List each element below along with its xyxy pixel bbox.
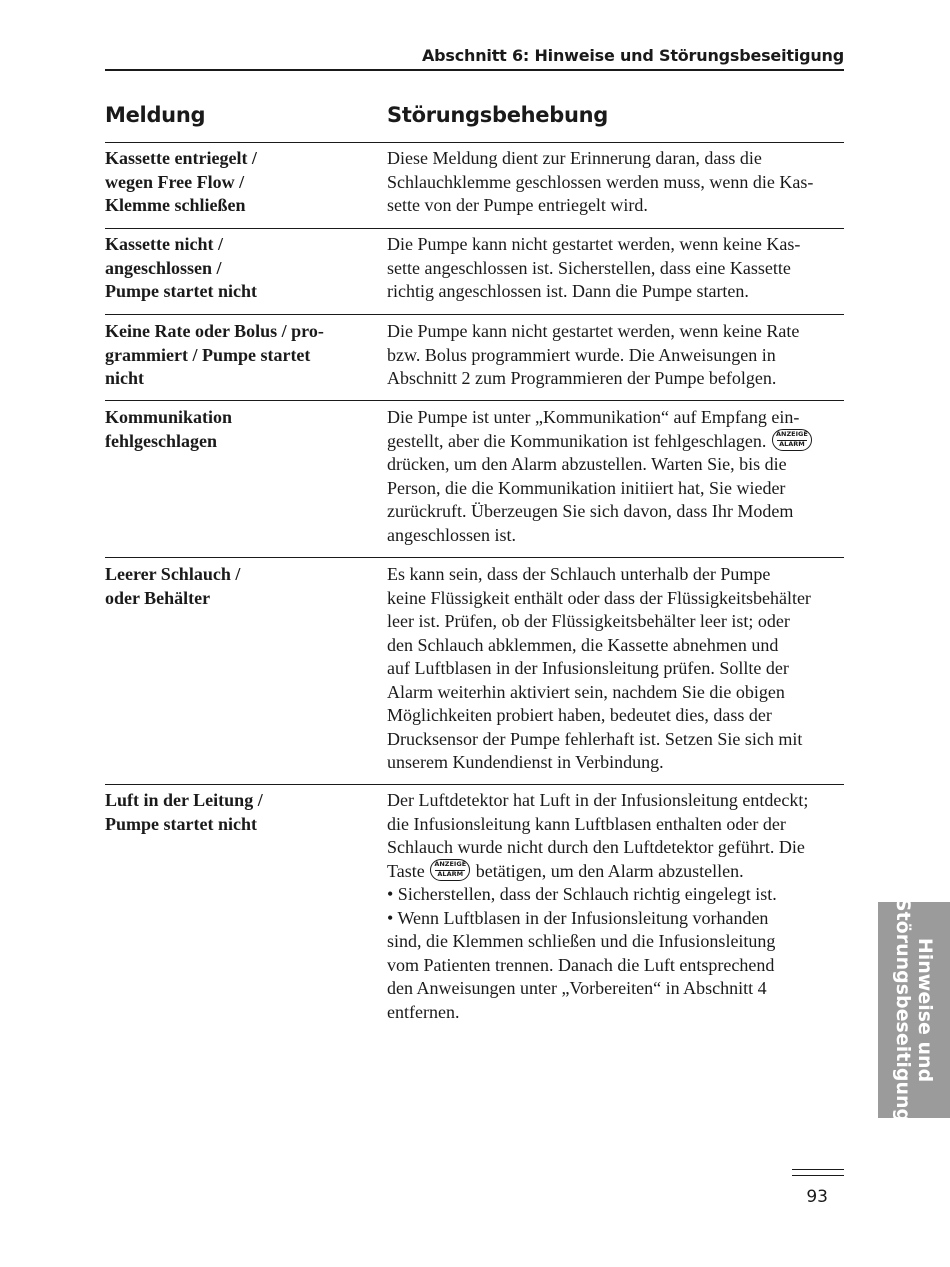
remedy-line-text: Taste (387, 860, 425, 881)
row-remedy (387, 406, 847, 547)
row-message: Leerer Schlauch / oder Behälter (105, 564, 241, 608)
remedy-line: zurückruft. Überzeugen Sie sich davon, dass Ihr Modem (387, 501, 794, 522)
remedy-line: Möglichkeiten probiert haben, bedeutet dies, dass der (387, 705, 772, 725)
row-remedy (387, 233, 847, 304)
remedy-line: bzw. Bolus programmiert wurde. Die Anweisungen in (387, 344, 776, 365)
remedy-line-with-key (387, 860, 847, 884)
table-rule (105, 142, 844, 143)
key-top-label: ANZEIGE (434, 860, 467, 869)
remedy-line: Alarm weiterhin aktiviert sein, nachdem Sie die obigen (387, 681, 785, 702)
remedy-line: Schlauch wurde nicht durch den Luftdetektor geführt. Die (387, 837, 805, 857)
row-remedy (387, 320, 847, 391)
remedy-line: Diese Meldung dient zur Erinnerung daran, dass die (387, 148, 762, 168)
row-remedy (387, 147, 847, 218)
remedy-line-with-key (387, 430, 847, 454)
page-number: 93 (806, 1187, 828, 1207)
key-bottom-label: ALARM (777, 440, 807, 448)
remedy-line: den Schlauch abklemmen, die Kassette abnehmen und (387, 634, 779, 655)
table-rule (105, 784, 844, 785)
remedy-line: Schlauchklemme geschlossen werden muss, wenn die Kas- (387, 171, 814, 192)
remedy-line: Der Luftdetektor hat Luft in der Infusionsleitung entdeckt; (387, 790, 809, 810)
remedy-line: den Anweisungen unter „Vorbereiten“ in Abschnitt 4 (387, 978, 767, 999)
remedy-line: Person, die die Kommunikation initiiert hat, Sie wieder (387, 477, 786, 498)
remedy-line: entfernen. (387, 1001, 460, 1022)
running-header: Abschnitt 6: Hinweise und Störungsbeseitigung (421, 46, 844, 65)
table-rule (105, 314, 844, 315)
row-message: Kassette nicht / angeschlossen / Pumpe startet nicht (105, 234, 257, 301)
remedy-line-text: betätigen, um den Alarm abzustellen. (475, 860, 744, 881)
header-rule (105, 69, 844, 71)
remedy-line: drücken, um den Alarm abzustellen. Warten Sie, bis die (387, 454, 787, 475)
remedy-bullet: • Sicherstellen, dass der Schlauch richtig eingelegt ist. (387, 884, 777, 905)
row-message: Luft in der Leitung / Pumpe startet nicht (105, 790, 263, 834)
side-tab-line1: Hinweise und (914, 937, 937, 1083)
row-remedy (387, 789, 847, 1024)
remedy-line: richtig angeschlossen ist. Dann die Pumpe starten. (387, 281, 749, 301)
remedy-line: vom Patienten trennen. Danach die Luft entsprechend (387, 954, 775, 975)
remedy-line: auf Luftblasen in der Infusionsleitung prüfen. Sollte der (387, 658, 789, 678)
row-message: Keine Rate oder Bolus / pro- grammiert / Pumpe startet nicht (105, 321, 324, 388)
remedy-line: Es kann sein, dass der Schlauch unterhalb der Pumpe (387, 564, 771, 584)
footer-rule (792, 1175, 844, 1176)
side-tab-label (878, 897, 950, 1123)
table-rule (105, 400, 844, 401)
footer-rule (792, 1169, 844, 1170)
anzeige-alarm-key-icon (772, 429, 812, 451)
remedy-line: angeschlossen ist. (387, 524, 516, 545)
remedy-line: sind, die Klemmen schließen und die Infusionsleitung (387, 931, 776, 952)
remedy-line: sette angeschlossen ist. Sicherstellen, dass eine Kassette (387, 257, 791, 278)
remedy-bullet: • Wenn Luftblasen in der Infusionsleitung vorhanden (387, 907, 769, 928)
remedy-line: Abschnitt 2 zum Programmieren der Pumpe befolgen. (387, 368, 777, 388)
remedy-line-text: gestellt, aber die Kommunikation ist fehlgeschlagen. (387, 430, 767, 451)
remedy-line: Drucksensor der Pumpe fehlerhaft ist. Setzen Sie sich mit (387, 728, 803, 749)
row-message: Kommunikation fehlgeschlagen (105, 407, 233, 451)
side-tab-line2: Störungsbeseitigung (892, 897, 915, 1123)
column-header-remedy: Störungsbehebung (387, 103, 609, 127)
remedy-line: die Infusionsleitung kann Luftblasen enthalten oder der (387, 813, 786, 834)
key-top-label: ANZEIGE (775, 430, 808, 439)
table-rule (105, 228, 844, 229)
remedy-line: sette von der Pumpe entriegelt wird. (387, 195, 648, 215)
remedy-line: Die Pumpe kann nicht gestartet werden, wenn keine Rate (387, 321, 800, 341)
remedy-line: Die Pumpe ist unter „Kommunikation“ auf Empfang ein- (387, 407, 800, 427)
remedy-line: unserem Kundendienst in Verbindung. (387, 752, 664, 772)
key-bottom-label: ALARM (435, 870, 465, 878)
column-header-message: Meldung (105, 103, 206, 127)
anzeige-alarm-key-icon (430, 859, 470, 881)
remedy-line: Die Pumpe kann nicht gestartet werden, wenn keine Kas- (387, 234, 801, 254)
remedy-line: leer ist. Prüfen, ob der Flüssigkeitsbehälter leer ist; oder (387, 611, 790, 631)
remedy-line: keine Flüssigkeit enthält oder dass der Flüssigkeitsbehälter (387, 587, 811, 608)
row-remedy (387, 563, 847, 775)
row-message: Kassette entriegelt / wegen Free Flow / Klemme schließen (105, 148, 257, 215)
table-rule (105, 557, 844, 558)
